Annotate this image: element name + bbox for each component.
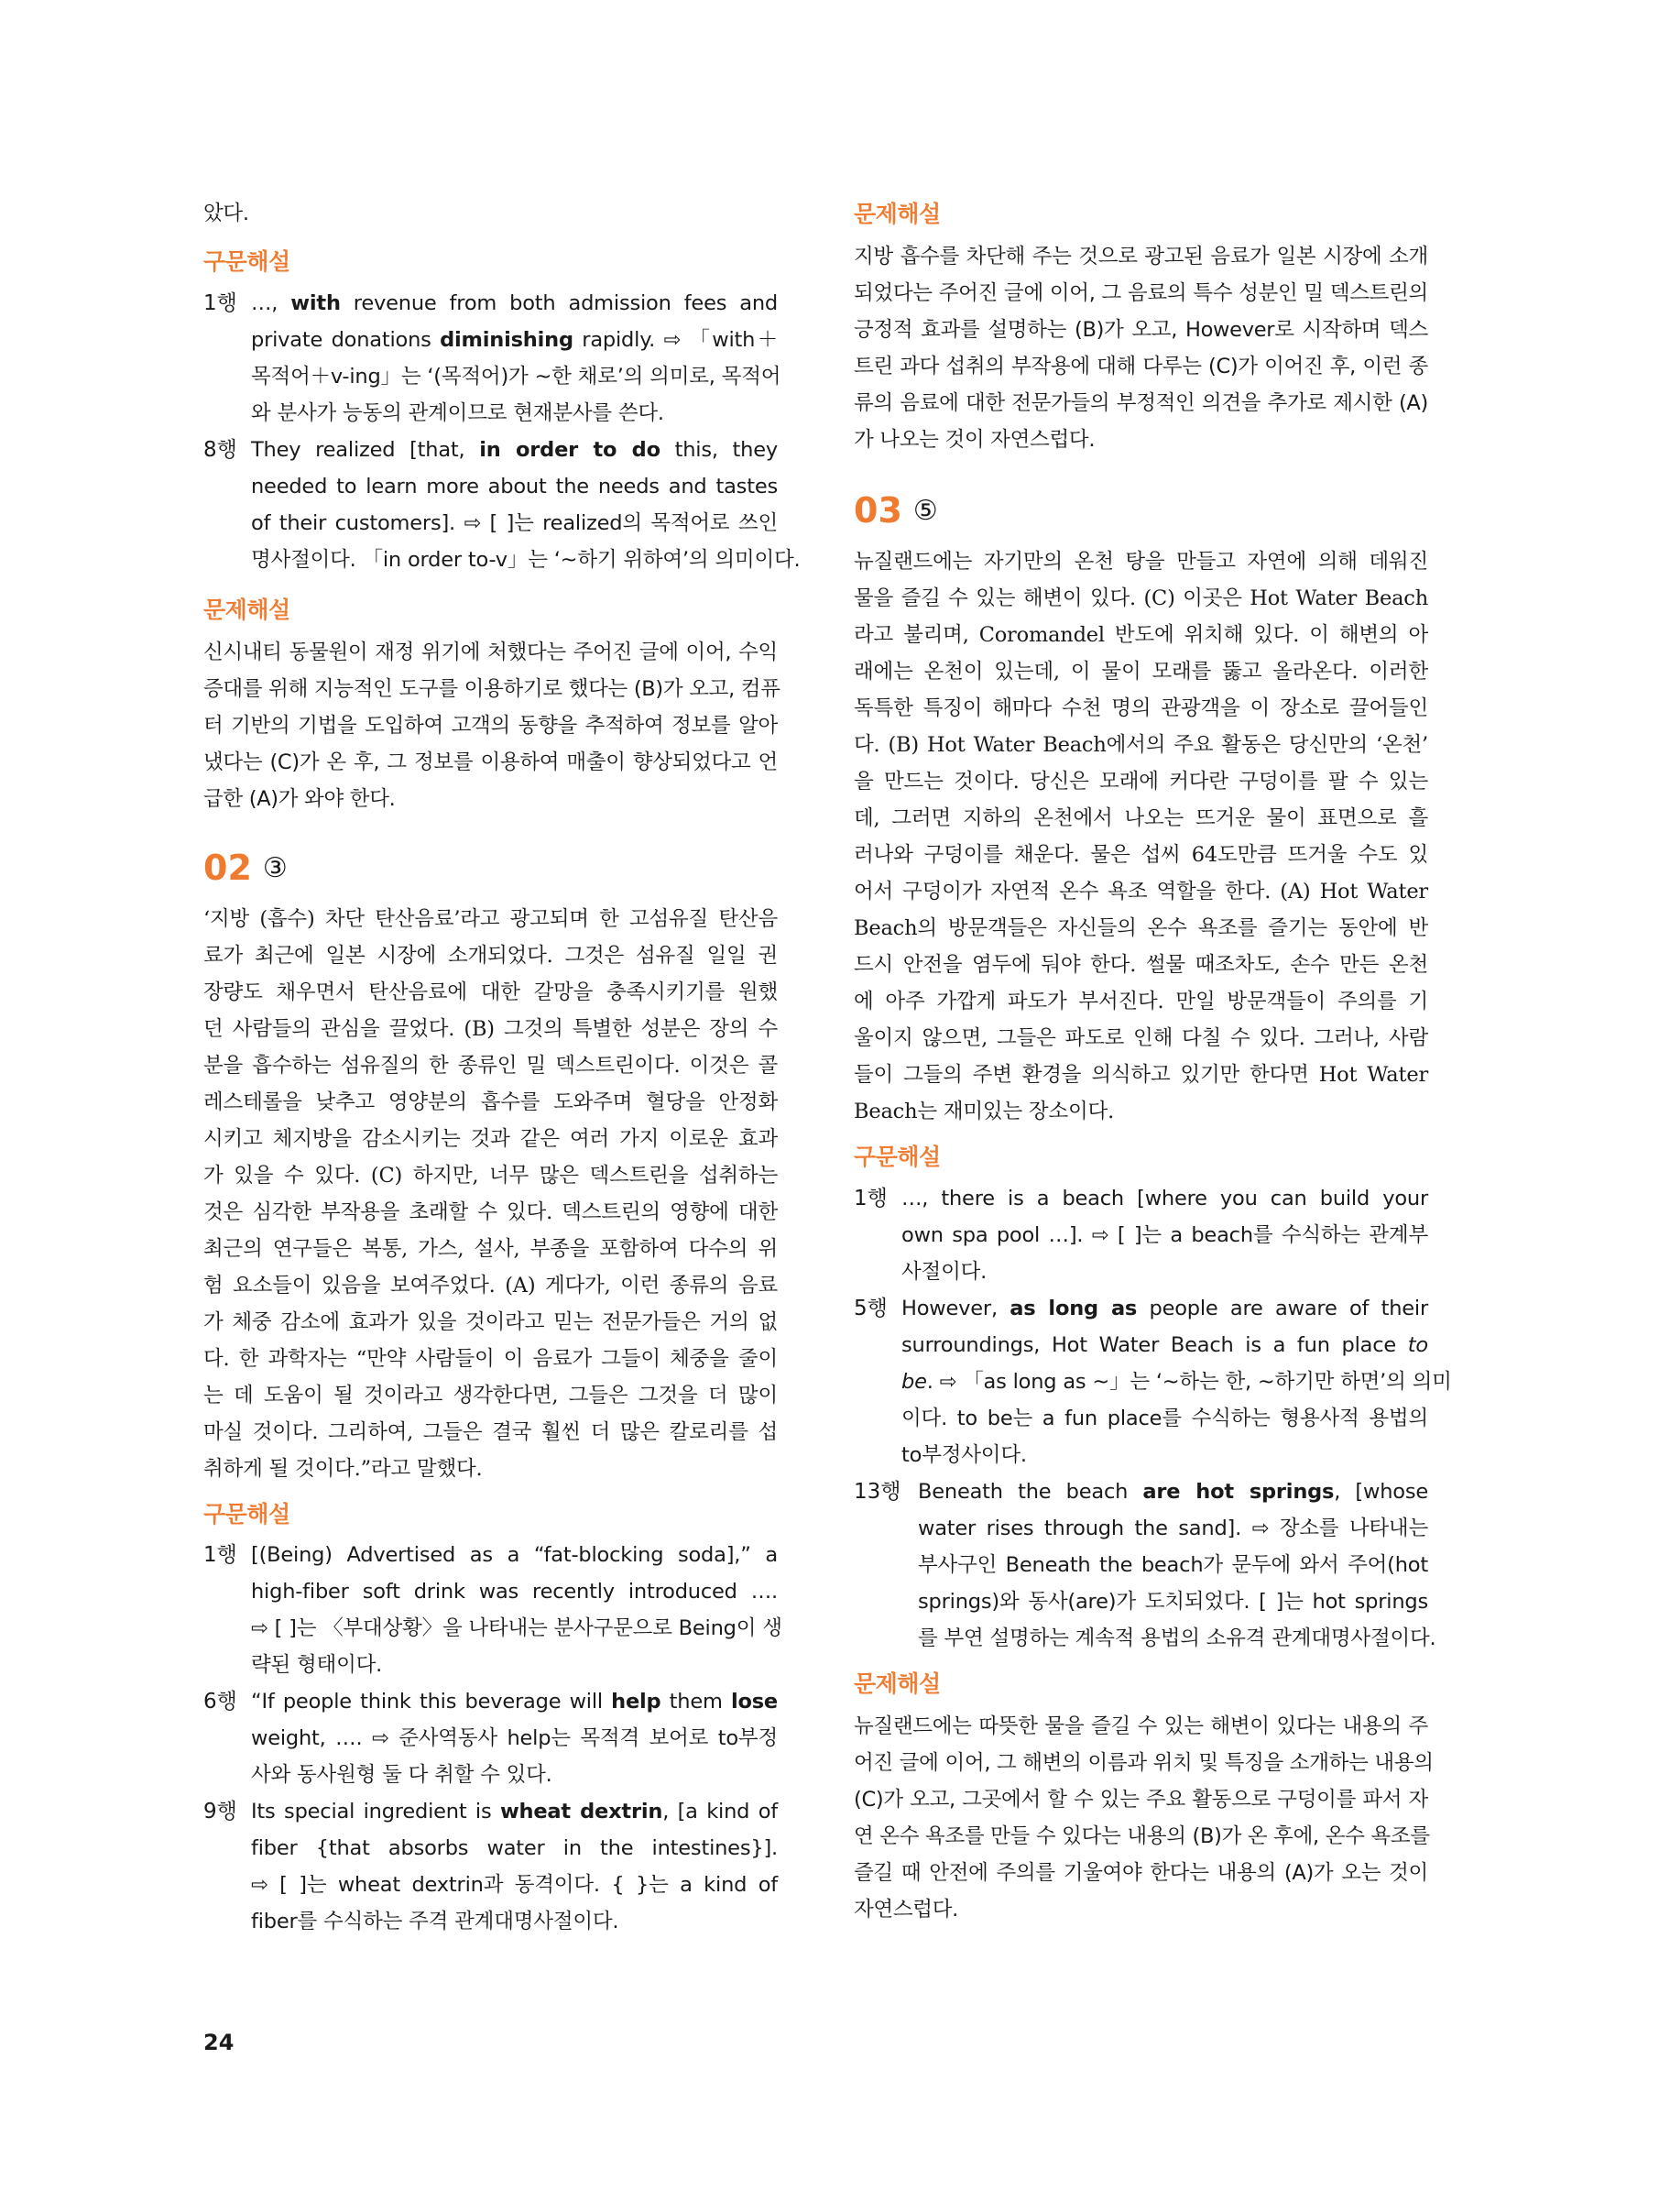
line-number: 1행 (203, 1543, 237, 1567)
text-line: 와 분사가 능동의 관계이므로 현재분사를 쓴다. (251, 401, 664, 425)
text-line: ⇨ [ ]는 wheat dextrin과 동격이다. { }는 a kind of (251, 1873, 778, 1897)
question-number-label: 02 (203, 848, 252, 888)
text-line: 시키고 체지방을 감소시키는 것과 같은 여러 가지 이로운 효과 (203, 1127, 778, 1151)
text-line: fiber {that absorbs water in the intestines}]. (251, 1836, 778, 1860)
text-line: 사절이다. (901, 1260, 988, 1284)
question-number (854, 491, 938, 531)
syntax-note (918, 1473, 1436, 1657)
line-number: 8행 (203, 438, 237, 462)
text-line: 물을 즐길 수 있는 해변이 있다. (C) 이곳은 Hot Water Beach (854, 586, 1428, 610)
text-line: 최근의 연구들은 복통, 가스, 설사, 부종을 포함하여 다수의 위 (203, 1237, 778, 1261)
answer-mark: ⑤ (912, 495, 938, 527)
text-line: 들이 그들의 주변 환경을 의식하고 있기만 한다면 Hot Water (854, 1063, 1428, 1087)
syntax-note (901, 1180, 1428, 1290)
syntax-note (251, 1537, 782, 1683)
syntax-note (901, 1290, 1452, 1473)
text-line: 험 요소들이 있음을 보여주었다. (A) 게다가, 이런 종류의 음료 (203, 1274, 778, 1298)
text-line: surroundings, Hot Water Beach is a fun place to (901, 1333, 1428, 1357)
text-line: 것은 심각한 부작용을 초래할 수 있다. 덱스트린의 영향에 대한 (203, 1200, 778, 1224)
text-line: 취하게 될 것이다.”라고 말했다. (203, 1457, 483, 1481)
text-line: 사와 동사원형 둘 다 취할 수 있다. (251, 1763, 552, 1787)
text-line: water rises through the sand]. ⇨ 장소를 나타내는 (918, 1517, 1428, 1540)
text-line: 을 만드는 것이다. 당신은 모래에 커다란 구덩이를 팔 수 있는 (854, 770, 1428, 794)
answer-mark: ③ (262, 852, 288, 884)
text-line: They realized [that, in order to do this, they (251, 438, 778, 462)
question-number-label: 03 (854, 490, 902, 531)
text-line: 마실 것이다. 그리하여, 그들은 결국 훨씬 더 많은 칼로리를 섭 (203, 1420, 778, 1444)
text-line: of their customers]. ⇨ [ ]는 realized의 목적어로 쓰인 (251, 511, 778, 535)
answer-heading: 문제해설 (203, 597, 290, 623)
text-line: …, with revenue from both admission fees and (251, 291, 778, 315)
text-line: 뉴질랜드에는 따뜻한 물을 즐길 수 있는 해변이 있다는 내용의 주 (854, 1714, 1428, 1738)
text-line: 이다. to be는 a fun place를 수식하는 형용사적 용법의 (901, 1407, 1428, 1430)
text-line: 가 나오는 것이 자연스럽다. (854, 428, 1096, 452)
text-line: 지방 흡수를 차단해 주는 것으로 광고된 음료가 일본 시장에 소개 (854, 245, 1428, 268)
syntax-heading: 구문해설 (203, 248, 290, 275)
line-number: 9행 (203, 1800, 237, 1823)
text-line: 레스테롤을 낮추고 영양분의 흡수를 도와주며 혈당을 안정화 (203, 1090, 778, 1114)
text-line: 목적어＋v-ing」는 ‘(목적어)가 ~한 채로’의 의미로, 목적어 (251, 365, 781, 389)
text-line: weight, …. ⇨ 준사역동사 help는 목적격 보어로 to부정 (251, 1726, 778, 1750)
line-number: 13행 (854, 1480, 901, 1504)
text-line: 류의 음료에 대한 전문가들의 부정적인 의견을 추가로 제시한 (A) (854, 391, 1428, 415)
text-line: 가 체중 감소에 효과가 있을 것이라고 믿는 전문가들은 거의 없 (203, 1310, 778, 1334)
text-line: 되었다는 주어진 글에 이어, 그 음료의 특수 성분인 밀 덱스트린의 (854, 281, 1428, 305)
text-line: 던 사람들의 관심을 끌었다. (B) 그것의 특별한 성분은 장의 수 (203, 1017, 778, 1041)
page-number: 24 (203, 2030, 235, 2055)
line-number: 1행 (854, 1187, 888, 1210)
syntax-heading: 구문해설 (203, 1501, 290, 1528)
text-line: 를 부연 설명하는 계속적 용법의 소유격 관계대명사절이다. (918, 1626, 1436, 1650)
text-line: 가 있을 수 있다. (C) 하지만, 너무 많은 덱스트린을 섭취하는 (203, 1164, 778, 1188)
text-line: springs)와 동사(are)가 도치되었다. [ ]는 hot springs (918, 1590, 1428, 1614)
text-line: ⇨ [ ]는 〈부대상황〉을 나타내는 분사구문으로 Being이 생 (251, 1616, 782, 1640)
text-line: own spa pool …]. ⇨ [ ]는 a beach를 수식하는 관계부 (901, 1223, 1428, 1247)
line-number: 1행 (203, 291, 237, 315)
text-line: 냈다는 (C)가 온 후, 그 정보를 이용하여 매출이 향상되었다고 언 (203, 750, 778, 774)
text-line: 라고 불리며, Coromandel 반도에 위치해 있다. 이 해변의 아 (854, 623, 1428, 647)
continued-text: 았다. (203, 202, 249, 225)
text-line: 어진 글에 이어, 그 해변의 이름과 위치 및 특징을 소개하는 내용의 (854, 1751, 1434, 1775)
question-number (203, 849, 288, 888)
text-line: ‘지방 (흡수) 차단 탄산음료’라고 광고되며 한 고섬유질 탄산음 (203, 907, 778, 931)
text-line: 터 기반의 기법을 도입하여 고객의 동향을 추적하여 정보를 알아 (203, 714, 778, 738)
text-line: 래에는 온천이 있는데, 이 물이 모래를 뚫고 올라온다. 이러한 (854, 660, 1428, 684)
text-line: Beneath the beach are hot springs, [whose (918, 1480, 1429, 1504)
text-line: [(Being) Advertised as a “fat-blocking soda],” a (251, 1543, 778, 1567)
text-line: 즐길 때 안전에 주의를 기울여야 한다는 내용의 (A)가 오는 것이 (854, 1861, 1428, 1885)
text-line: 러나와 구덩이를 채운다. 물은 섭씨 64도만큼 뜨거울 수도 있 (854, 843, 1428, 867)
text-line: …, there is a beach [where you can build your (901, 1187, 1428, 1210)
text-line: 에 아주 가깝게 파도가 부서진다. 만일 방문객들이 주의를 기 (854, 990, 1428, 1013)
line-number: 5행 (854, 1297, 888, 1320)
text-line: fiber를 수식하는 주격 관계대명사절이다. (251, 1910, 619, 1933)
text-line: 드시 안전을 염두에 둬야 한다. 썰물 때조차도, 손수 만든 온천 (854, 953, 1428, 977)
text-line: needed to learn more about the needs and tastes (251, 475, 778, 498)
text-line: 뉴질랜드에는 자기만의 온천 탕을 만들고 자연에 의해 데워진 (854, 550, 1428, 574)
line-number: 6행 (203, 1690, 237, 1714)
syntax-note (251, 285, 781, 432)
text-line: 략된 형태이다. (251, 1653, 383, 1677)
text-line: 다. 한 과학자는 “만약 사람들이 이 음료가 그들이 체중을 줄이 (203, 1347, 778, 1371)
text-line: 분을 흡수하는 섬유질의 한 종류인 밀 덱스트린이다. 이것은 콜 (203, 1054, 778, 1078)
text-line: 연 온수 욕조를 만들 수 있다는 내용의 (B)가 온 후에, 온수 욕조를 (854, 1824, 1430, 1848)
text-line: 다. (B) Hot Water Beach에서의 주요 활동은 당신만의 ‘온천’ (854, 733, 1428, 757)
text-line: 료가 최근에 일본 시장에 소개되었다. 그것은 섬유질 일일 권 (203, 944, 778, 968)
text-line: to부정사이다. (901, 1443, 1027, 1467)
text-line: be. ⇨ 「as long as ~」는 ‘~하는 한, ~하기만 하면’의 의미 (901, 1370, 1452, 1394)
text-line: 신시내티 동물원이 재정 위기에 처했다는 주어진 글에 이어, 수익 (203, 641, 778, 664)
text-line: 자연스럽다. (854, 1898, 959, 1922)
text-line: Its special ingredient is wheat dextrin, [a kind of (251, 1800, 779, 1823)
text-line: (C)가 오고, 그곳에서 할 수 있는 주요 활동으로 구덩이를 파서 자 (854, 1788, 1428, 1812)
answer-heading: 문제해설 (854, 201, 941, 227)
text-line: 부사구인 Beneath the beach가 문두에 와서 주어(hot (918, 1553, 1428, 1577)
syntax-heading: 구문해설 (854, 1144, 941, 1170)
text-line: private donations diminishing rapidly. ⇨ 「with＋ (251, 328, 778, 352)
text-line: 증대를 위해 지능적인 도구를 이용하기로 했다는 (B)가 오고, 컴퓨 (203, 677, 780, 701)
text-line: 어서 구덩이가 자연적 온수 욕조 역할을 한다. (A) Hot Water (854, 880, 1428, 903)
syntax-note (251, 1793, 778, 1940)
text-line: 긍정적 효과를 설명하는 (B)가 오고, However로 시작하며 덱스 (854, 318, 1428, 342)
text-line: 독특한 특징이 해마다 수천 명의 관광객을 이 장소로 끌어들인 (854, 696, 1428, 720)
syntax-note (251, 1683, 778, 1793)
text-line: high-fiber soft drink was recently introduced …. (251, 1580, 778, 1604)
text-line: 는 데 도움이 될 것이라고 생각한다면, 그들은 그것을 더 많이 (203, 1384, 778, 1407)
text-line: 명사절이다. 「in order to-v」는 ‘~하기 위하여’의 의미이다. (251, 548, 801, 572)
syntax-note (251, 432, 801, 578)
text-line: 트린 과다 섭취의 부작용에 대해 다루는 (C)가 이어진 후, 이런 종 (854, 355, 1428, 378)
text-line: 울이지 않으면, 그들은 파도로 인해 다칠 수 있다. 그러나, 사람 (854, 1026, 1428, 1050)
answer-heading: 문제해설 (854, 1670, 941, 1697)
text-line: 급한 (A)가 와야 한다. (203, 787, 396, 811)
text-line: Beach의 방문객들은 자신들의 온수 욕조를 즐기는 동안에 반 (854, 916, 1428, 940)
text-line: 데, 그러면 지하의 온천에서 나오는 뜨거운 물이 표면으로 흘 (854, 806, 1428, 830)
text-line: However, as long as people are aware of their (901, 1297, 1428, 1320)
text-line: “If people think this beverage will help them lose (251, 1690, 778, 1714)
text-line: 장량도 채우면서 탄산음료에 대한 갈망을 충족시키기를 원했 (203, 980, 778, 1004)
text-line: Beach는 재미있는 장소이다. (854, 1100, 1115, 1123)
